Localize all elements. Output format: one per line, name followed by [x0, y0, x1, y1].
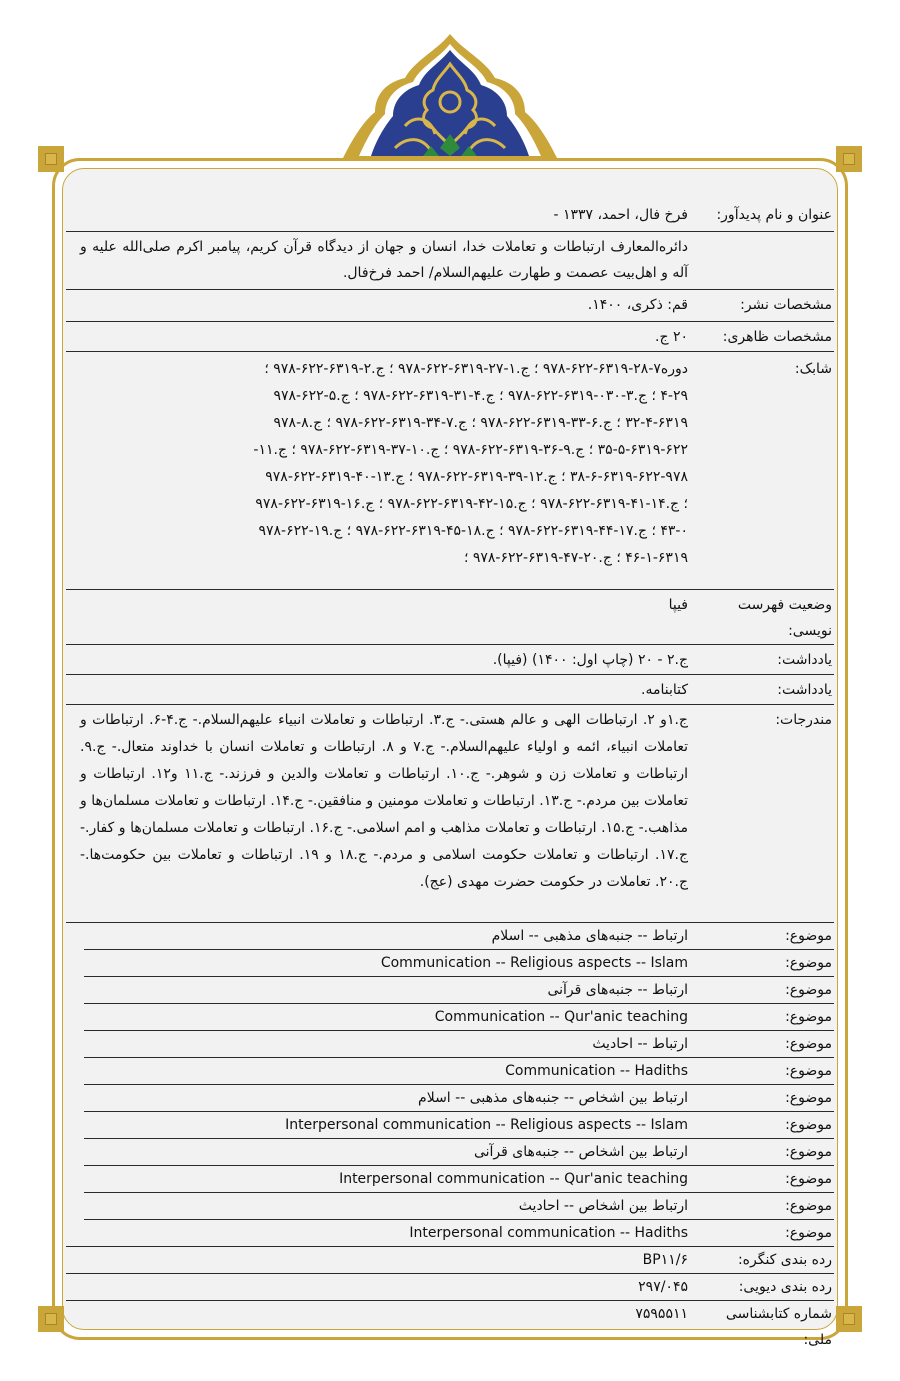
corner-ornament-bottom-left	[38, 1306, 64, 1332]
record-label: موضوع:	[785, 982, 832, 998]
record-row-subject	[84, 1166, 834, 1193]
record-value: دائره‌المعارف ارتباطات و تعاملات خدا، انسان و جهان از دیدگاه قرآن کریم، پیامبر اکرم صلی‌الله علیه و آله و اهل‌بیت عصمت و طهارت علیهم‌السلام/ احمد فرخ‌فال.	[80, 239, 688, 281]
record-row-subject	[84, 1139, 834, 1166]
record-label: شابک:	[794, 361, 832, 377]
record-value: کتابنامه.	[641, 682, 688, 698]
record-label: مشخصات ظاهری:	[722, 329, 832, 345]
record-label: موضوع:	[785, 1117, 832, 1133]
record-label: موضوع:	[785, 1009, 832, 1025]
record-value: فرخ فال، احمد، ۱۳۳۷ -	[553, 207, 688, 223]
record-label: یادداشت:	[777, 652, 832, 668]
record-row-publication	[66, 290, 834, 322]
record-label: وضعیت فهرست نویسی:	[737, 597, 832, 639]
record-label: موضوع:	[785, 1090, 832, 1106]
record-row-subject	[84, 1112, 834, 1139]
isbn-block	[66, 356, 702, 572]
ornament-medallion	[335, 30, 565, 162]
record-row-subject	[84, 1058, 834, 1085]
record-row-note	[66, 645, 834, 675]
record-value: ۷۵۹۵۵۱۱	[635, 1306, 688, 1322]
record-value: ارتباط بین اشخاص -- احادیث	[518, 1198, 688, 1214]
record-label: موضوع:	[785, 928, 832, 944]
record-row-subject	[84, 1085, 834, 1112]
record-label: موضوع:	[785, 1171, 832, 1187]
isbn-line: ۳۲-۴-۶۳۱۹ ؛ ج.۶-۳۳-۶۳۱۹-۶۲۲-۹۷۸ ؛ ج.۷-۳۴-۶۳۱۹-۶۲۲-۹۷۸ ؛ ج.۸-۹۷۸	[273, 415, 688, 431]
catalog-record	[66, 196, 834, 1353]
record-value: Interpersonal communication -- Hadiths	[409, 1225, 688, 1241]
corner-ornament-top-right	[836, 146, 862, 172]
isbn-line: ۴۶-۱-۶۳۱۹ ؛ ج.۲۰-۴۷-۶۳۱۹-۶۲۲-۹۷۸ ؛	[463, 550, 688, 566]
record-value: ارتباط -- جنبه‌های مذهبی -- اسلام	[491, 928, 688, 944]
record-row-physical	[66, 322, 834, 352]
record-row-subject	[84, 1193, 834, 1220]
record-row-isbn	[66, 352, 834, 590]
record-row-contents	[66, 705, 834, 923]
record-label: رده بندی کنگره:	[737, 1252, 832, 1268]
record-value: ارتباط -- جنبه‌های قرآنی	[547, 982, 688, 998]
record-row-subject	[84, 1004, 834, 1031]
record-label: موضوع:	[785, 1036, 832, 1052]
record-row-dewey-classification	[66, 1274, 834, 1301]
isbn-line: ؛ ج.۱۴-۴۱-۶۳۱۹-۶۲۲-۹۷۸ ؛ ج.۱۵-۴۲-۶۳۱۹-۶۲۲-۹۷۸ ؛ ج.۱۶-۶۳۱۹-۶۲۲-۹۷۸	[255, 496, 688, 512]
record-value: ۲۰ ج.	[655, 329, 688, 345]
record-value: قم: ذکری، ۱۴۰۰.	[587, 297, 688, 313]
record-label: رده بندی دیویی:	[738, 1279, 832, 1295]
record-value: BP۱۱/۶	[642, 1252, 688, 1268]
record-row-subject	[84, 923, 834, 950]
record-row-author	[66, 196, 834, 232]
isbn-line: دوره۷-۲۸-۶۳۱۹-۶۲۲-۹۷۸ ؛ ج.۱-۲۷-۶۳۱۹-۶۲۲-۹۷۸ ؛ ج.۲-۶۳۱۹-۶۲۲-۹۷۸ ؛	[264, 361, 688, 377]
record-label: شماره کتابشناسی ملی:	[725, 1306, 832, 1348]
record-label: مشخصات نشر:	[740, 297, 832, 313]
corner-ornament-top-left	[38, 146, 64, 172]
record-label: یادداشت:	[777, 682, 832, 698]
record-row-note	[66, 675, 834, 705]
record-value: Communication -- Hadiths	[505, 1063, 688, 1079]
corner-ornament-bottom-right	[836, 1306, 862, 1332]
record-label: موضوع:	[785, 1225, 832, 1241]
record-label: موضوع:	[785, 955, 832, 971]
record-row-subject	[84, 977, 834, 1004]
record-row-subject	[84, 950, 834, 977]
record-value: Communication -- Qur'anic teaching	[434, 1009, 688, 1025]
isbn-line: ۴-۲۹ ؛ ج.۳-۰۳۰-۶۳۱۹-۶۲۲-۹۷۸ ؛ ج.۴-۳۱-۶۳۱۹-۶۲۲-۹۷۸ ؛ ج.۵-۶۲۲-۹۷۸	[273, 388, 688, 404]
record-row-title	[66, 232, 834, 290]
record-value: Interpersonal communication -- Qur'anic teaching	[339, 1171, 688, 1187]
subject-list	[66, 923, 834, 1247]
record-row-subject	[66, 1220, 834, 1247]
record-value: ۲۹۷/۰۴۵	[638, 1279, 688, 1295]
record-value: ارتباط بین اشخاص -- جنبه‌های مذهبی -- اسلام	[418, 1090, 688, 1106]
record-label: عنوان و نام پدیدآور:	[716, 207, 832, 223]
record-value: ج.۱و ۲. ارتباطات الهی و عالم هستی.- ج.۳. ارتباطات و تعاملات انبیاء علیهم‌السلام.- ج.۴-۶. ارتباطات و تعاملات انبیاء، ائمه و اولیاء علیهم‌السلام.- ج.۷ و ۸. ارتباطات و تعاملات انسان با خداوند متعال.- ج.۹. ارتباطات و تعاملات زن و شوهر.- ج.۱۰. ارتباطات و تعاملات والدین و فرزند.- ج.۱۱ و۱۲. ارتباطات و تعاملات بین مردم.- ج.۱۳. ارتباطات و تعاملات مومنین و منافقین.- ج.۱۴. ارتباطات و تعاملات مسلمان‌ها و مذاهب.- ج.۱۵. ارتباطات و تعاملات مذاهب و امم اسلامی.- ج.۱۶. ارتباطات و تعاملات مسلمان‌ها و کفار.- ج.۱۷. ارتباطات و تعاملات حکومت اسلامی و مردم.- ج.۱۸ و ۱۹. ارتباطات و تعاملات بین حکومت‌ها.- ج.۲۰. تعاملات در حکومت حضرت مهدی (عج).	[80, 712, 688, 890]
record-label: موضوع:	[785, 1198, 832, 1214]
record-value: ارتباط -- احادیث	[592, 1036, 688, 1052]
record-row-subject	[84, 1031, 834, 1058]
record-value: Interpersonal communication -- Religious aspects -- Islam	[285, 1117, 688, 1133]
isbn-line: ۳۸-۶-۶۳۱۹-۶۲۲-۹۷۸ ؛ ج.۱۲-۳۹-۶۳۱۹-۶۲۲-۹۷۸ ؛ ج.۱۳-۴۰-۶۳۱۹-۶۲۲-۹۷۸	[265, 469, 688, 485]
record-label: مندرجات:	[775, 712, 832, 728]
record-value: ارتباط بین اشخاص -- جنبه‌های قرآنی	[473, 1144, 688, 1160]
isbn-line: ۳۵-۵-۶۳۱۹-۶۲۲ ؛ ج.۹-۳۶-۶۳۱۹-۶۲۲-۹۷۸ ؛ ج.۱۰-۳۷-۶۳۱۹-۶۲۲-۹۷۸ ؛ ج.۱۱-	[253, 442, 688, 458]
record-value: ج.۲ - ۲۰ (چاپ اول: ۱۴۰۰) (فیپا).	[492, 652, 688, 668]
record-label: موضوع:	[785, 1063, 832, 1079]
record-label: موضوع:	[785, 1144, 832, 1160]
isbn-line: ۴۳-۰ ؛ ج.۱۷-۴۴-۶۳۱۹-۶۲۲-۹۷۸ ؛ ج.۱۸-۴۵-۶۳۱۹-۶۲۲-۹۷۸ ؛ ج.۱۹-۶۲۲-۹۷۸	[258, 523, 688, 539]
record-value: Communication -- Religious aspects -- Islam	[380, 955, 688, 971]
record-row-national-bibliography-number	[66, 1301, 834, 1353]
record-value: فیپا	[668, 597, 688, 613]
record-row-cataloging-status	[66, 590, 834, 645]
record-row-lc-classification	[66, 1247, 834, 1274]
